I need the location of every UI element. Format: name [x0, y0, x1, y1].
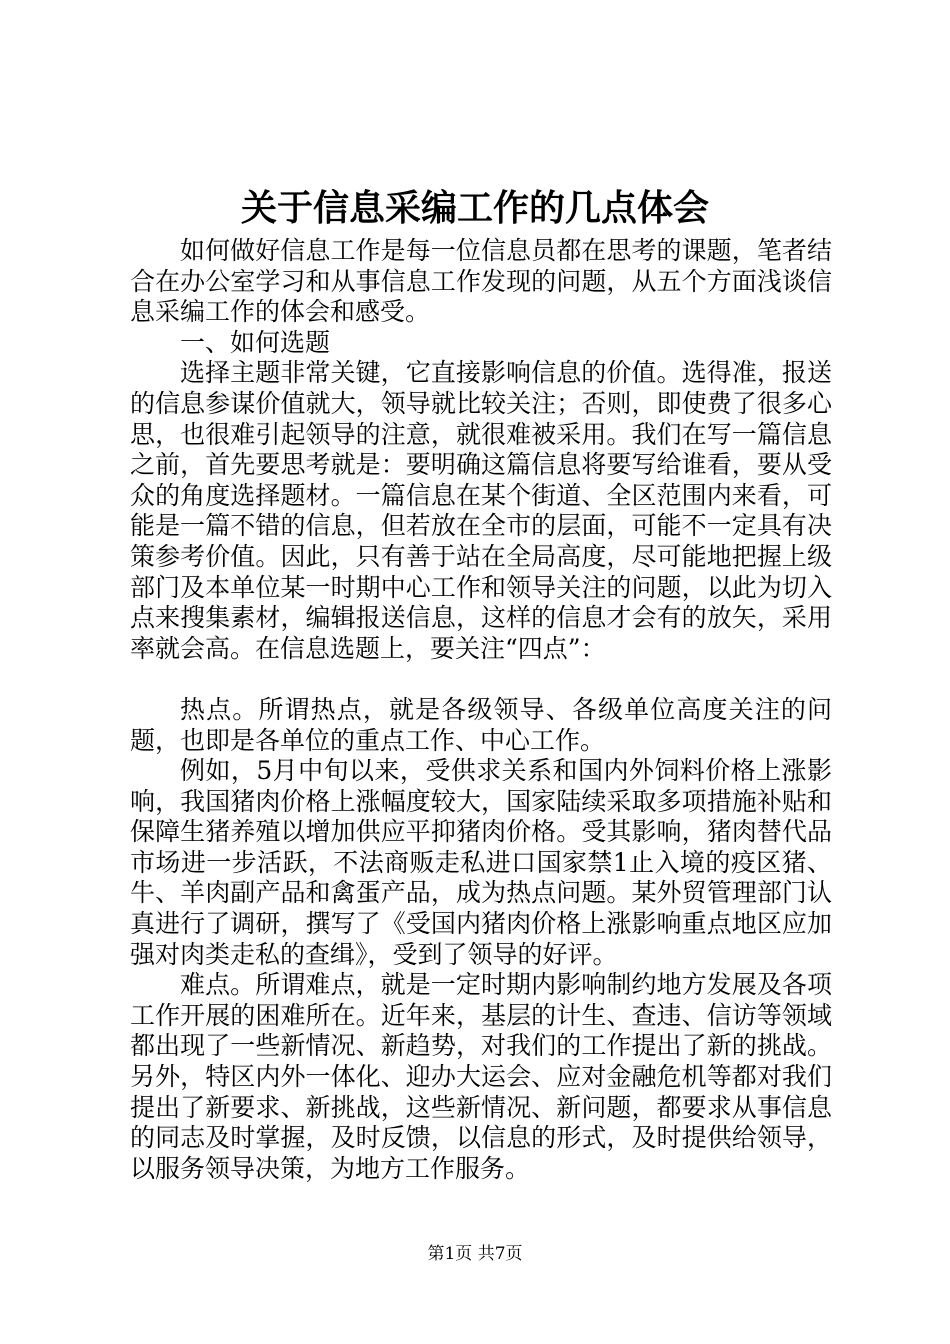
paragraph-hot-spot: 热点。所谓热点，就是各级领导、各级单位高度关注的问题，也即是各单位的重点工作、中心工作。 — [130, 694, 832, 755]
paragraph-difficulty: 难点。所谓难点，就是一定时期内影响制约地方发展及各项工作开展的困难所在。近年来，基层的计生、查违、信访等领域都出现了一些新情况、新趋势，对我们的工作提出了新的挑战。另外，特区内外一体化、迎办大运会、应对金融危机等都对我们提出了新要求、新挑战，这些新情况、新问题，都要求从事信息的同志及时掌握，及时反馈，以信息的形式，及时提供给领导，以服务领导决策，为地方工作服务。 — [130, 970, 832, 1183]
paragraph-topic-selection: 选择主题非常关键，它直接影响信息的价值。选得准，报送的信息参谋价值就大，领导就比较关注；否则，即使费了很多心思，也很难引起领导的注意，就很难被采用。我们在写一篇信息之前，首先要思考就是：要明确这篇信息将要写给谁看，要从受众的角度选择题材。一篇信息在某个街道、全区范围内来看，可能是一篇不错的信息，但若放在全市的层面，可能不一定具有决策参考价值。因此，只有善于站在全局高度，尽可能地把握上级部门及本单位某一时期中心工作和领导关注的问题，以此为切入点来搜集素材，编辑报送信息，这样的信息才会有的放矢，采用率就会高。在信息选题上，要关注“四点”： — [130, 358, 832, 663]
page-number-footer: 第1页 共7页 — [427, 1244, 523, 1264]
document-body — [130, 236, 832, 1184]
paragraph-example: 例如，5月中旬以来，受供求关系和国内外饲料价格上涨影响，我国猪肉价格上涨幅度较大，国家陆续采取多项措施补贴和保障生猪养殖以增加供应平抑猪肉价格。受其影响，猪肉替代品市场进一步活跃，不法商贩走私进口国家禁1止入境的疫区猪、牛、羊肉副产品和禽蛋产品，成为热点问题。某外贸管理部门认真进行了调研，撰写了《受国内猪肉价格上涨影响重点地区应加强对肉类走私的查缉》，受到了领导的好评。 — [130, 756, 832, 969]
section-heading: 一、如何选题 — [180, 327, 331, 357]
paragraph-intro: 如何做好信息工作是每一位信息员都在思考的课题，笔者结合在办公室学习和从事信息工作发现的问题，从五个方面浅谈信息采编工作的体会和感受。 — [130, 236, 832, 327]
page-title: 关于信息采编工作的几点体会 — [240, 187, 709, 229]
